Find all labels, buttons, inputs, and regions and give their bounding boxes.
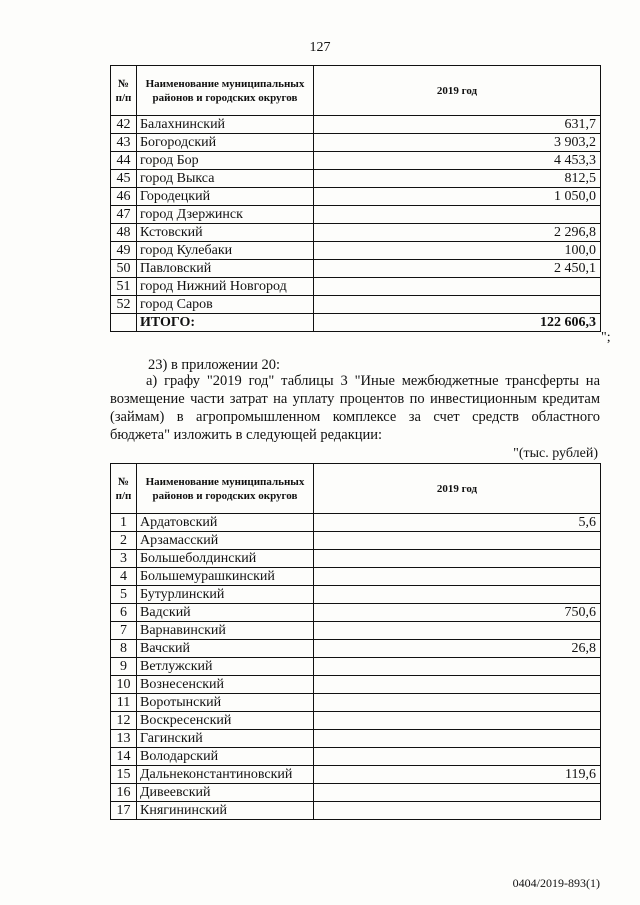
table-row [111,242,601,260]
district-name: Ардатовский [137,514,314,532]
value-2019: 100,0 [314,242,601,260]
table-row [111,116,601,134]
value-2019 [314,206,601,224]
total-label: ИТОГО: [137,314,314,332]
table-transfers-continued [110,65,601,332]
row-number: 15 [111,766,137,784]
value-2019: 750,6 [314,604,601,622]
district-name: Гагинский [137,730,314,748]
section-title: 23) в приложении 20: [148,357,281,373]
table-body [111,514,601,820]
district-name: Бутурлинский [137,586,314,604]
district-name: Воскресенский [137,712,314,730]
value-2019: 631,7 [314,116,601,134]
district-name: Балахнинский [137,116,314,134]
value-2019 [314,694,601,712]
table-row [111,784,601,802]
value-2019 [314,676,601,694]
table-row [111,514,601,532]
table-row [111,188,601,206]
row-number: 49 [111,242,137,260]
value-2019 [314,550,601,568]
row-number: 4 [111,568,137,586]
table-row [111,640,601,658]
value-2019 [314,568,601,586]
district-name: Богородский [137,134,314,152]
header-num: № п/п [111,66,137,116]
table-row [111,206,601,224]
value-2019: 119,6 [314,766,601,784]
table-row [111,170,601,188]
table-header-row [111,464,601,514]
table-row [111,224,601,242]
district-name: город Дзержинск [137,206,314,224]
value-2019 [314,296,601,314]
header-name: Наименование муниципальных районов и городских округов [137,464,314,514]
row-number: 16 [111,784,137,802]
row-number: 12 [111,712,137,730]
document-code: 0404/2019-893(1) [512,876,600,890]
value-2019 [314,748,601,766]
row-number: 9 [111,658,137,676]
value-2019: 26,8 [314,640,601,658]
table-row [111,694,601,712]
district-name: Кстовский [137,224,314,242]
header-year: 2019 год [314,464,601,514]
district-name: Вознесенский [137,676,314,694]
table-row [111,604,601,622]
district-name: Вадский [137,604,314,622]
value-2019 [314,784,601,802]
value-2019: 812,5 [314,170,601,188]
table-row [111,748,601,766]
row-number: 11 [111,694,137,712]
row-number: 3 [111,550,137,568]
total-row [111,314,601,332]
district-name: город Саров [137,296,314,314]
row-number: 10 [111,676,137,694]
header-num: № п/п [111,464,137,514]
table-row [111,712,601,730]
header-year: 2019 год [314,66,601,116]
table-row [111,730,601,748]
value-2019 [314,712,601,730]
district-name: Павловский [137,260,314,278]
row-number: 7 [111,622,137,640]
district-name: Воротынский [137,694,314,712]
value-2019: 2 296,8 [314,224,601,242]
units-label: "(тыс. рублей) [513,446,598,461]
value-2019: 1 050,0 [314,188,601,206]
closing-quote: "; [601,330,611,345]
district-name: Арзамасский [137,532,314,550]
table-row [111,622,601,640]
row-number: 52 [111,296,137,314]
district-name: Вачский [137,640,314,658]
value-2019: 3 903,2 [314,134,601,152]
row-number: 44 [111,152,137,170]
value-2019 [314,658,601,676]
row-number: 13 [111,730,137,748]
row-number: 43 [111,134,137,152]
table-row [111,550,601,568]
value-2019: 5,6 [314,514,601,532]
value-2019: 4 453,3 [314,152,601,170]
district-name: город Нижний Новгород [137,278,314,296]
value-2019: 2 450,1 [314,260,601,278]
value-2019 [314,622,601,640]
table-row [111,766,601,784]
district-name: город Кулебаки [137,242,314,260]
district-name: Городецкий [137,188,314,206]
district-name: Дивеевский [137,784,314,802]
row-number: 50 [111,260,137,278]
district-name: Княгининский [137,802,314,820]
row-number: 48 [111,224,137,242]
row-number: 5 [111,586,137,604]
table-row [111,278,601,296]
table-row [111,532,601,550]
district-name: Дальнеконстантиновский [137,766,314,784]
table-body [111,116,601,332]
total-value: 122 606,3 [314,314,601,332]
value-2019 [314,802,601,820]
row-number: 51 [111,278,137,296]
table-header-row [111,66,601,116]
table-row [111,586,601,604]
table-row [111,658,601,676]
table-row [111,152,601,170]
table-row [111,260,601,278]
table-row [111,802,601,820]
value-2019 [314,532,601,550]
district-name: Большемурашкинский [137,568,314,586]
value-2019 [314,278,601,296]
row-number: 6 [111,604,137,622]
row-number: 1 [111,514,137,532]
table-row [111,676,601,694]
district-name: Ветлужский [137,658,314,676]
section-body: а) графу "2019 год" таблицы 3 "Иные межбюджетные трансферты на возмещение части затрат на уплату процентов по инвестиционным кредитам (займам) в агропромышленном комплексе за счет средств областного бюджета" изложить в следующей редакции: [110,373,600,443]
district-name: Большеболдинский [137,550,314,568]
district-name: Володарский [137,748,314,766]
total-num-cell [111,314,137,332]
row-number: 42 [111,116,137,134]
row-number: 8 [111,640,137,658]
value-2019 [314,730,601,748]
row-number: 47 [111,206,137,224]
row-number: 17 [111,802,137,820]
row-number: 46 [111,188,137,206]
row-number: 14 [111,748,137,766]
header-name: Наименование муниципальных районов и городских округов [137,66,314,116]
row-number: 2 [111,532,137,550]
page-number: 127 [309,40,331,55]
value-2019 [314,586,601,604]
row-number: 45 [111,170,137,188]
table-row [111,296,601,314]
table-row [111,568,601,586]
table-interest-subsidies [110,463,601,820]
table-row [111,134,601,152]
district-name: город Бор [137,152,314,170]
district-name: Варнавинский [137,622,314,640]
district-name: город Выкса [137,170,314,188]
